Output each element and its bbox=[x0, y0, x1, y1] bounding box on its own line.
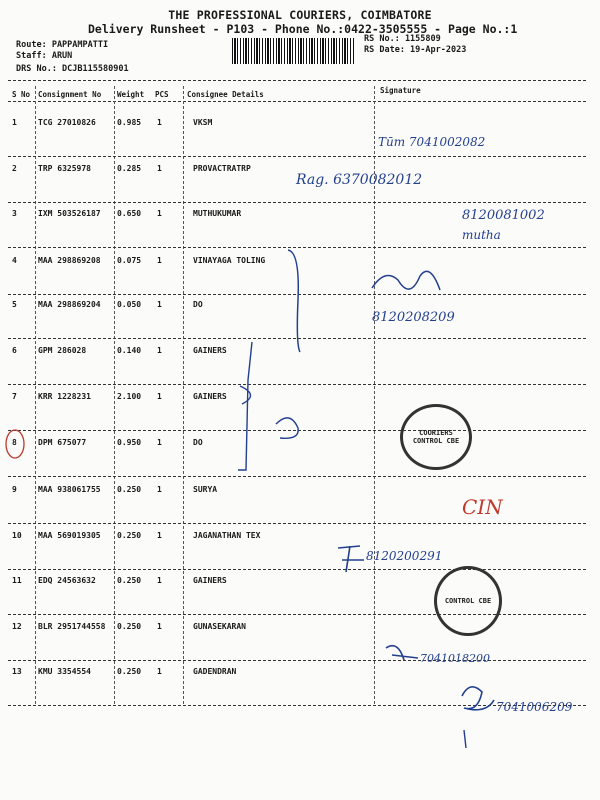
row-divider bbox=[8, 384, 586, 385]
table-row bbox=[0, 438, 600, 458]
pcs-cell: 1 bbox=[157, 531, 162, 540]
pcs-cell: 1 bbox=[157, 485, 162, 494]
consignee-cell: VINAYAGA TOLING bbox=[193, 256, 266, 265]
staff-label: Staff: ARUN bbox=[16, 51, 73, 61]
pcs-cell: 1 bbox=[157, 667, 162, 676]
row-divider bbox=[8, 523, 586, 524]
consignee-cell: MUTHUKUMAR bbox=[193, 209, 242, 218]
table-row bbox=[0, 531, 600, 551]
consignment-cell: MAA 298869204 bbox=[38, 300, 101, 309]
pcs-cell: 1 bbox=[157, 392, 162, 401]
col-signature: Signature bbox=[380, 86, 421, 95]
row-divider bbox=[8, 294, 586, 295]
table-row bbox=[0, 256, 600, 276]
signature-2: Rag. 6370082012 bbox=[296, 172, 423, 188]
runsheet-subtitle: Delivery Runsheet - P103 - Phone No.:0422-3505555 - Page No.:1 bbox=[88, 22, 518, 36]
row-divider bbox=[8, 476, 586, 477]
sno-cell: 7 bbox=[12, 392, 17, 401]
divider bbox=[8, 101, 586, 102]
consignee-cell: GAINERS bbox=[193, 576, 227, 585]
pcs-cell: 1 bbox=[157, 438, 162, 447]
consignee-cell: PROVACTRATRP bbox=[193, 164, 251, 173]
consignee-cell: GAINERS bbox=[193, 346, 227, 355]
sno-cell: 9 bbox=[12, 485, 17, 494]
sno-cell: 2 bbox=[12, 164, 17, 173]
signature-13: 7041006209 bbox=[496, 700, 573, 714]
row-divider bbox=[8, 202, 586, 203]
pcs-cell: 1 bbox=[157, 164, 162, 173]
consignment-cell: IXM 503526187 bbox=[38, 209, 101, 218]
table-row bbox=[0, 485, 600, 505]
weight-cell: 0.250 bbox=[117, 622, 142, 631]
table-row bbox=[0, 300, 600, 320]
consignee-cell: GAINERS bbox=[193, 392, 227, 401]
row-divider bbox=[8, 569, 586, 570]
consignee-cell: DO bbox=[193, 300, 203, 309]
row-divider bbox=[8, 247, 586, 248]
pcs-cell: 1 bbox=[157, 118, 162, 127]
drs-label: DRS No.: DCJB115580901 bbox=[16, 64, 129, 74]
table-row bbox=[0, 576, 600, 596]
pcs-cell: 1 bbox=[157, 622, 162, 631]
consignment-cell: TRP 6325978 bbox=[38, 164, 91, 173]
weight-cell: 0.075 bbox=[117, 256, 142, 265]
table-row bbox=[0, 118, 600, 138]
consignment-cell: MAA 569019305 bbox=[38, 531, 101, 540]
consignee-cell: DO bbox=[193, 438, 203, 447]
pcs-cell: 1 bbox=[157, 300, 162, 309]
consignee-cell: SURYA bbox=[193, 485, 218, 494]
sno-cell: 11 bbox=[12, 576, 22, 585]
signature-3-name: mutha bbox=[462, 228, 501, 242]
sno-cell: 4 bbox=[12, 256, 17, 265]
col-weight: Weight bbox=[117, 90, 145, 99]
signature-10: 8120200291 bbox=[366, 549, 443, 563]
col-details: Consignee Details bbox=[187, 90, 264, 99]
weight-cell: 0.140 bbox=[117, 346, 142, 355]
sno-cell: 6 bbox=[12, 346, 17, 355]
consignment-cell: DPM 675077 bbox=[38, 438, 87, 447]
weight-cell: 0.250 bbox=[117, 667, 142, 676]
sno-cell: 8 bbox=[12, 438, 17, 447]
divider bbox=[8, 80, 586, 81]
col-consignment: Consignment No bbox=[38, 90, 102, 99]
weight-cell: 0.985 bbox=[117, 118, 142, 127]
weight-cell: 0.285 bbox=[117, 164, 142, 173]
weight-cell: 0.650 bbox=[117, 209, 142, 218]
sno-cell: 5 bbox=[12, 300, 17, 309]
signature-9: CIN bbox=[462, 495, 503, 519]
row-divider bbox=[8, 430, 586, 431]
rs-date: RS Date: 19-Apr-2023 bbox=[364, 45, 467, 55]
signature-3: 8120081002 bbox=[462, 208, 545, 223]
signature-5: 8120208209 bbox=[372, 310, 455, 325]
row-divider bbox=[8, 156, 586, 157]
consignee-cell: GADENDRAN bbox=[193, 667, 237, 676]
sno-cell: 3 bbox=[12, 209, 17, 218]
weight-cell: 0.250 bbox=[117, 531, 142, 540]
company-title: THE PROFESSIONAL COURIERS, COIMBATORE bbox=[168, 8, 432, 22]
weight-cell: 0.250 bbox=[117, 485, 142, 494]
pcs-cell: 1 bbox=[157, 576, 162, 585]
sno-cell: 13 bbox=[12, 667, 22, 676]
row-divider bbox=[8, 338, 586, 339]
courier-stamp: CONTROL CBE bbox=[434, 566, 502, 636]
pcs-cell: 1 bbox=[157, 346, 162, 355]
weight-cell: 0.950 bbox=[117, 438, 142, 447]
weight-cell: 0.250 bbox=[117, 576, 142, 585]
sno-cell: 10 bbox=[12, 531, 22, 540]
barcode bbox=[232, 38, 354, 64]
consignment-cell: TCG 27010826 bbox=[38, 118, 96, 127]
consignment-cell: GPM 286028 bbox=[38, 346, 87, 355]
consignment-cell: BLR 2951744558 bbox=[38, 622, 106, 631]
row-divider bbox=[8, 660, 586, 661]
consignment-cell: EDQ 24563632 bbox=[38, 576, 96, 585]
table-row bbox=[0, 392, 600, 412]
consignee-cell: GUNASEKARAN bbox=[193, 622, 246, 631]
route-label: Route: PAPPAMPATTI bbox=[16, 40, 109, 50]
consignee-cell: JAGANATHAN TEX bbox=[193, 531, 261, 540]
signature-12: 7041018200 bbox=[420, 652, 490, 665]
pcs-cell: 1 bbox=[157, 209, 162, 218]
consignment-cell: MAA 298869208 bbox=[38, 256, 101, 265]
rs-no: RS No.: 1155809 bbox=[364, 34, 441, 44]
weight-cell: 2.100 bbox=[117, 392, 142, 401]
consignment-cell: KMU 3354554 bbox=[38, 667, 91, 676]
weight-cell: 0.050 bbox=[117, 300, 142, 309]
consignment-cell: MAA 938061755 bbox=[38, 485, 101, 494]
table-row bbox=[0, 622, 600, 642]
table-row bbox=[0, 346, 600, 366]
table-row bbox=[0, 667, 600, 687]
consignee-cell: VKSM bbox=[193, 118, 213, 127]
courier-stamp: COURIERS CONTROL CBE bbox=[400, 404, 472, 470]
sno-cell: 12 bbox=[12, 622, 22, 631]
consignment-cell: KRR 1228231 bbox=[38, 392, 91, 401]
pcs-cell: 1 bbox=[157, 256, 162, 265]
signature-1: Tūm 7041002082 bbox=[378, 135, 486, 149]
col-pcs: PCS bbox=[155, 90, 169, 99]
col-sno: S No bbox=[12, 90, 31, 99]
sno-cell: 1 bbox=[12, 118, 17, 127]
